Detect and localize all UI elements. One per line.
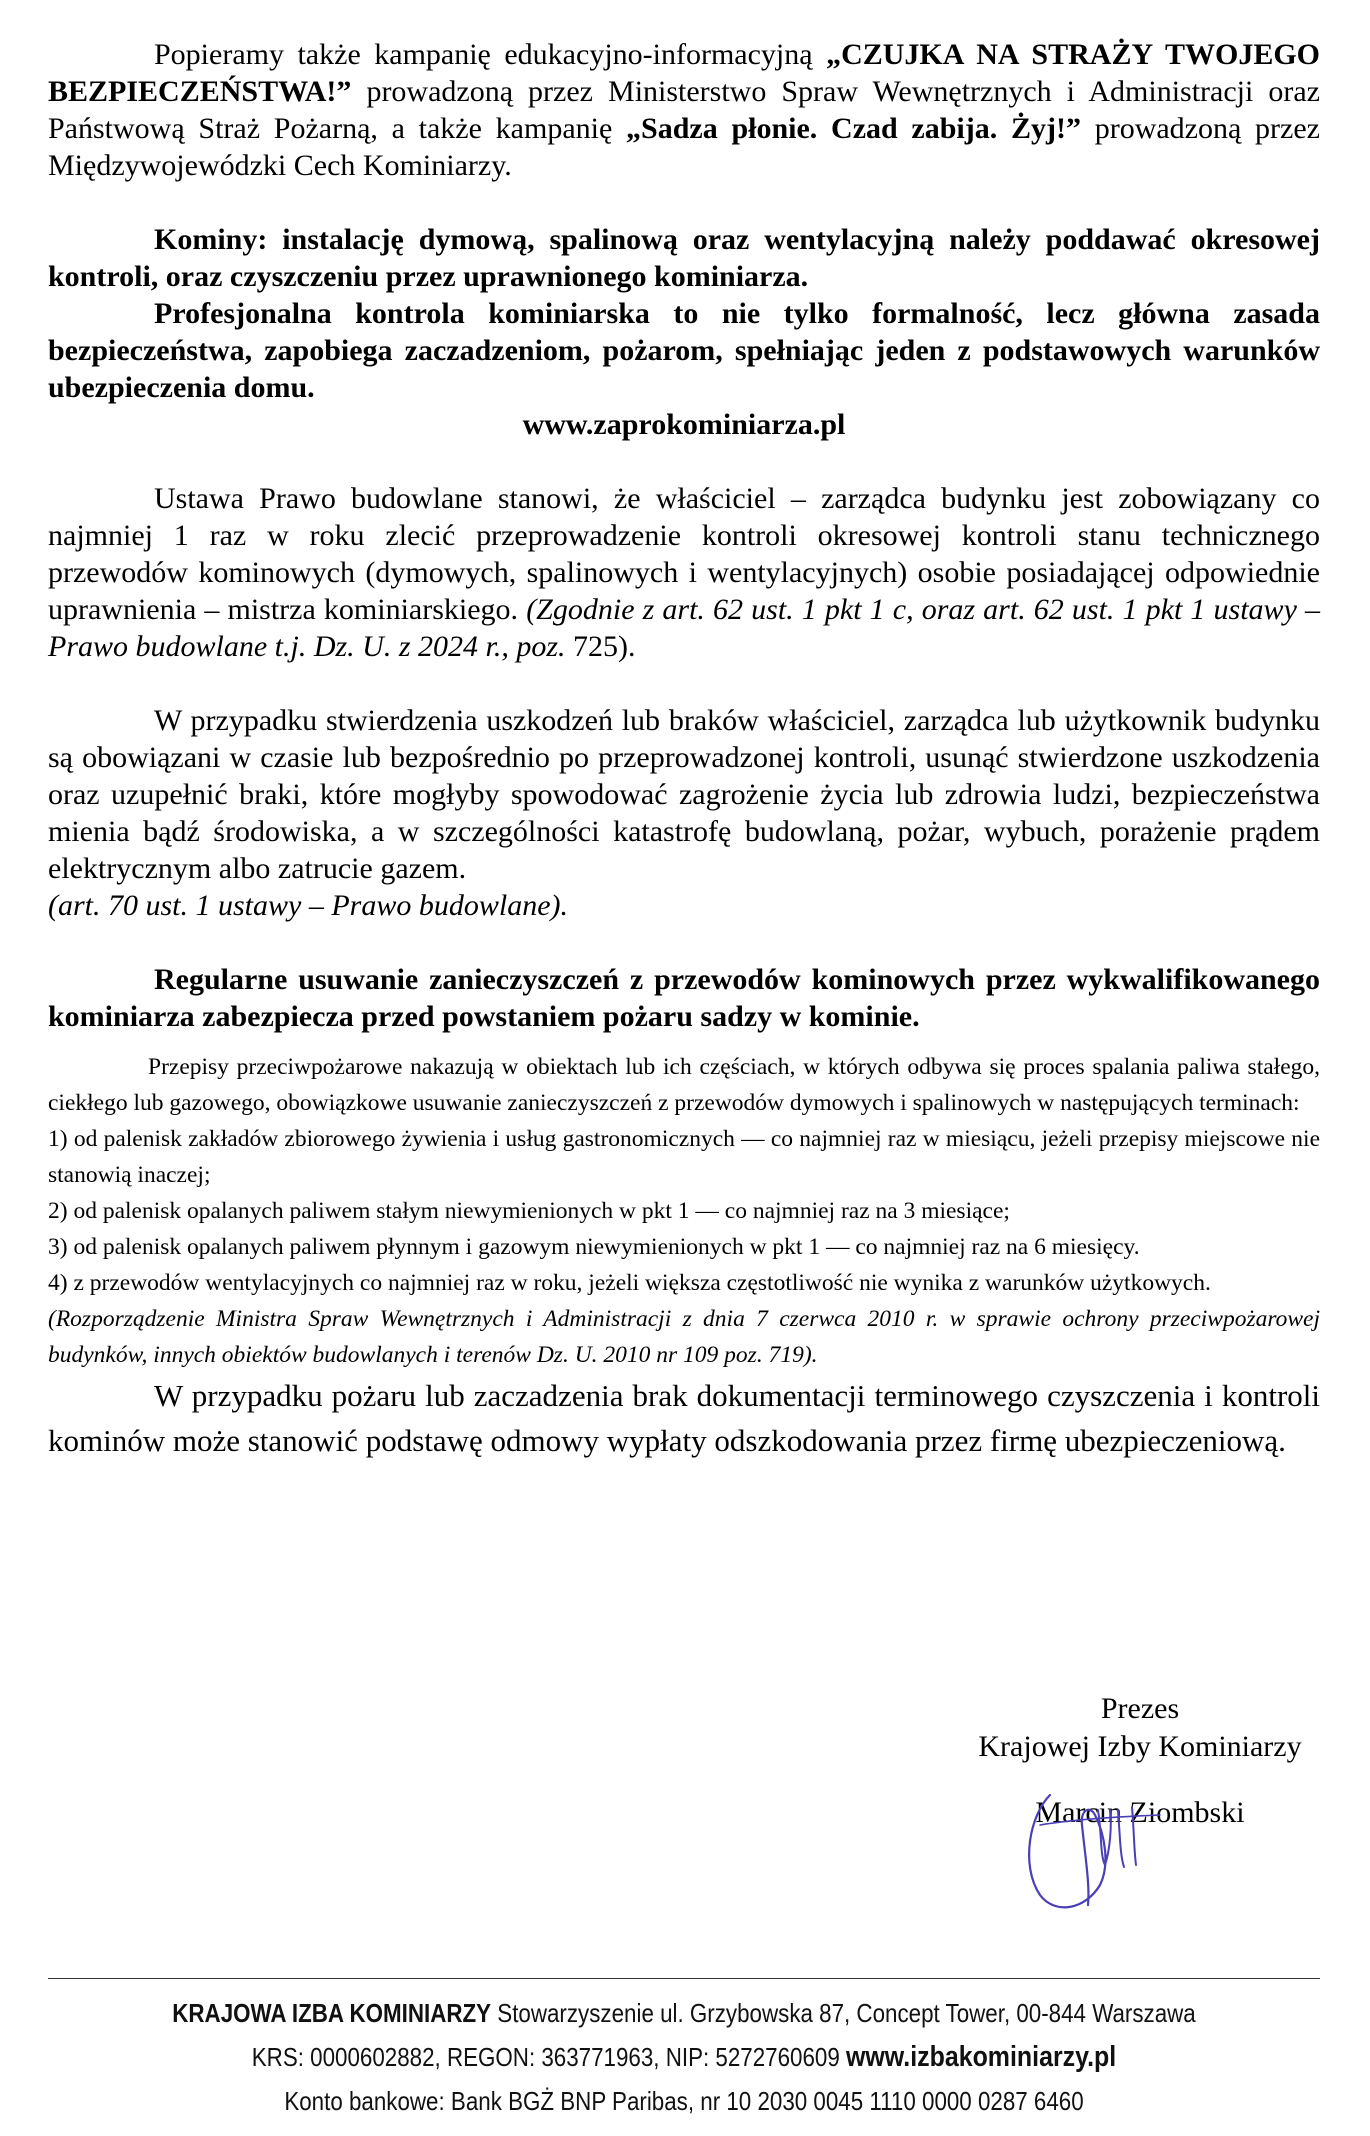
website-link[interactable]: www.zaprokominiarza.pl <box>522 408 846 441</box>
citation-text: (art. 70 ust. 1 ustawy – Prawo budowlane). <box>48 889 569 922</box>
damage-paragraph: W przypadku stwierdzenia uszkodzeń lub braków właściciel, zarządca lub użytkownik budynku są obowiązani w czasie lub bezpośrednio po przeprowadzonej kontroli, usunąć stwierdzone uszkodzenia oraz uzupełnić braki, które mogłyby spowodować zagrożenie życia lub zdrowia ludzi, bezpieczeństwa mienia bądź środowiska, a w szczególności katastrofę budowlaną, pożar, wybuch, porażenie prądem elektrycznym albo zatrucie gazem. <box>48 704 1320 885</box>
footer <box>48 1978 1320 2123</box>
signatory-name: Marcin Ziombski <box>1035 1796 1245 1829</box>
campaign-paragraph <box>48 36 1320 184</box>
text: Ustawa Prawo budowlane stanowi, że właściciel – zarządca budynku jest zobowiązany co najmniej 1 raz w roku zlecić przeprowadzenie kontroli okresowej kontroli stanu technicznego przewodów kominowych (dymowych, spalinowych i wentylacyjnych) osobie posiadającej odpowiednie uprawnienia – mistrza kominiarskiego. <box>48 482 1320 626</box>
signatory-organization: Krajowej Izby Kominiarzy <box>978 1730 1302 1763</box>
campaign-name-2: „Sadza płonie. Czad zabija. Żyj!” <box>626 112 1081 145</box>
document-body <box>48 36 1320 1463</box>
text: prowadzoną przez Ministerstwo Spraw Wewnętrznych i Administracji oraz Państwową Straż Pożarną, a także kampanię <box>48 75 1320 145</box>
footer-registration-ids: KRS: 0000602882, REGON: 363771963, NIP: 5272760609 <box>251 2042 846 2072</box>
signatory-title: Prezes <box>1100 1692 1180 1725</box>
fire-regulations-intro: Przepisy przeciwpożarowe nakazują w obiektach lub ich częściach, w których odbywa się proces spalania paliwa stałego, ciekłego lub gazowego, obowiązkowe usuwanie zanieczyszczeń z przewodów dymowych i spalinowych w następujących terminach: <box>48 1054 1320 1116</box>
citation-text: (Rozporządzenie Ministra Spraw Wewnętrznych i Administracji z dnia 7 czerwca 2010 r. w sprawie ochrony przeciwpożarowej budynków, innych obiektów budowlanych i terenów Dz. U. 2010 nr 109 poz. 719). <box>48 1306 1320 1368</box>
damage-citation <box>48 887 1320 924</box>
chimney-control-paragraph: Kominy: instalację dymową, spalinową oraz wentylacyjną należy poddawać okresowej kontroli, oraz czyszczeniu przez uprawnionego kominiarza. <box>48 223 1320 293</box>
regular-cleaning-paragraph: Regularne usuwanie zanieczyszczeń z przewodów kominowych przez wykwalifikowanego kominiarza zabezpiecza przed powstaniem pożaru sadzy w kominie. <box>48 963 1320 1033</box>
list-item: 2) od palenisk opalanych paliwem stałym niewymienionych w pkt 1 — co najmniej raz na 3 miesiące; <box>48 1198 1010 1224</box>
text: prowadzoną przez Międzywojewódzki Cech Kominiarzy. <box>48 112 1320 182</box>
fire-regulations-section <box>48 1049 1320 1373</box>
footer-ids-row <box>137 2035 1231 2079</box>
regulation-citation <box>48 1301 1320 1373</box>
law-citation: (Zgodnie z art. 62 ust. 1 pkt 1 c, oraz art. 62 ust. 1 pkt 1 ustawy – Prawo budowlane t.j. Dz. U. z 2024 r., poz. <box>48 593 1321 663</box>
list-item: 3) od palenisk opalanych paliwem płynnym i gazowym niewymienionych w pkt 1 — co najmniej raz na 6 miesięcy. <box>48 1234 1140 1260</box>
footer-organization: KRAJOWA IZBA KOMINIARZY <box>172 1998 492 2028</box>
footer-bank-row: Konto bankowe: Bank BGŻ BNP Paribas, nr 10 2030 0045 1110 0000 0287 6460 <box>284 2086 1084 2116</box>
list-item: 1) od palenisk zakładów zbiorowego żywienia i usług gastronomicznych — co najmniej raz w miesiącu, jeżeli przepisy miejscowe nie stanowią inaczej; <box>48 1126 1320 1188</box>
professional-control-paragraph: Profesjonalna kontrola kominiarska to nie tylko formalność, lecz główna zasada bezpieczeństwa, zapobiega zaczadzeniom, pożarom, spełniając jeden z podstawowych warunków ubezpieczenia domu. <box>48 297 1320 404</box>
insurance-paragraph: W przypadku pożaru lub zaczadzenia brak dokumentacji terminowego czyszczenia i kontroli kominów może stanowić podstawę odmowy wypłaty odszkodowania przez firmę ubezpieczeniową. <box>48 1378 1320 1458</box>
list-item: 4) z przewodów wentylacyjnych co najmniej raz w roku, jeżeli większa częstotliwość nie wynika z warunków użytkowych. <box>48 1270 1211 1296</box>
footer-website-link[interactable]: www.izbakominiarzy.pl <box>845 2041 1117 2073</box>
handwritten-signature <box>1010 1755 1180 1925</box>
law-paragraph <box>48 480 1320 665</box>
footer-address-row <box>137 1991 1231 2035</box>
text: 725). <box>565 630 636 663</box>
footer-address: Stowarzyszenie ul. Grzybowska 87, Concept Tower, 00-844 Warszawa <box>491 1998 1196 2028</box>
campaign-name-1: „CZUJKA NA STRAŻY TWOJEGO BEZPIECZEŃSTWA!” <box>48 38 1320 108</box>
text: Popieramy także kampanię edukacyjno-informacyjną <box>154 38 827 71</box>
